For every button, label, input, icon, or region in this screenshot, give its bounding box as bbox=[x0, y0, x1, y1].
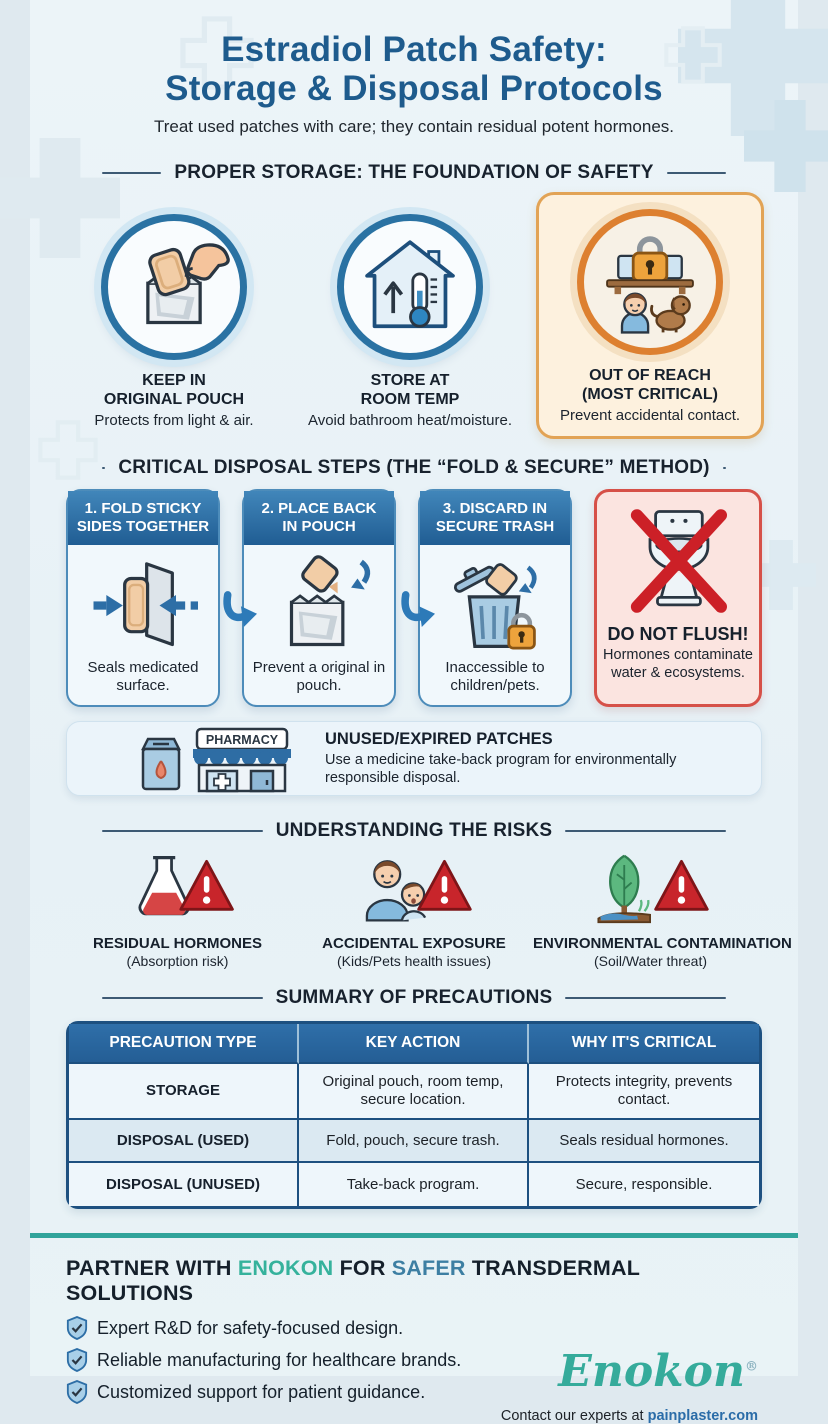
footer-bullet-text: Customized support for patient guidance. bbox=[97, 1381, 426, 1402]
table-cell: DISPOSAL (USED) bbox=[69, 1120, 299, 1163]
storage-title-line1: OUT OF REACH bbox=[589, 367, 711, 385]
storage-item-caption: Prevent accidental contact. bbox=[559, 407, 741, 425]
pharmacy-take-back-icon bbox=[133, 727, 303, 793]
disposal-section-header bbox=[102, 457, 726, 479]
storage-title-line2: ORIGINAL POUCH bbox=[103, 391, 245, 409]
table-header-why-critical: WHY IT'S CRITICAL bbox=[529, 1024, 759, 1064]
take-back-banner bbox=[66, 721, 762, 796]
flow-arrow-icon bbox=[401, 589, 435, 631]
footer-headline bbox=[66, 1256, 762, 1306]
table-cell: Secure, responsible. bbox=[529, 1163, 759, 1206]
divider-line bbox=[102, 172, 161, 174]
header bbox=[30, 0, 798, 137]
contact-prefix: Contact our experts at bbox=[500, 1408, 644, 1424]
shield-check-icon bbox=[66, 1380, 88, 1404]
step-header-line2: IN POUCH bbox=[282, 518, 356, 536]
no-flush-toilet-icon bbox=[622, 502, 734, 620]
risk-accidental-exposure bbox=[297, 852, 532, 969]
step-header-line1: 1. FOLD STICKY bbox=[84, 500, 202, 518]
house-thermometer-icon bbox=[354, 231, 466, 343]
registered-mark: ® bbox=[745, 1359, 758, 1375]
storage-item-caption: Avoid bathroom heat/moisture. bbox=[307, 412, 512, 430]
step-header-line2: SECURE TRASH bbox=[435, 518, 555, 536]
risk-caption: (Soil/Water threat) bbox=[593, 953, 708, 970]
footer-headline-mid: FOR bbox=[339, 1256, 386, 1281]
risk-title: RESIDUAL HORMONES bbox=[93, 935, 262, 953]
divider-line bbox=[102, 830, 263, 832]
flask-warning-icon bbox=[118, 852, 238, 926]
page-title-line2: Storage & Disposal Protocols bbox=[165, 69, 663, 109]
shield-check-icon bbox=[66, 1348, 88, 1372]
do-not-flush-caption: Hormones contaminate water & ecosystems. bbox=[603, 647, 753, 681]
table-cell: Original pouch, room temp, secure location. bbox=[299, 1064, 529, 1120]
storage-row bbox=[64, 192, 764, 439]
risk-title: ENVIRONMENTAL CONTAMINATION bbox=[533, 935, 792, 953]
page-subtitle: Treat used patches with care; they contain residual potent hormones. bbox=[153, 117, 675, 137]
contact-link[interactable]: painplaster.com bbox=[647, 1408, 758, 1424]
take-back-title: UNUSED/EXPIRED PATCHES bbox=[325, 730, 553, 749]
divider-line bbox=[102, 467, 105, 469]
storage-item-caption: Protects from light & air. bbox=[94, 412, 254, 430]
flow-arrow-icon bbox=[223, 589, 257, 631]
circle-frame bbox=[101, 214, 247, 360]
step-header-line1: 2. PLACE BACK bbox=[261, 500, 377, 518]
footer-bullet-2 bbox=[66, 1348, 461, 1372]
footer-headline-prefix: PARTNER WITH bbox=[66, 1256, 232, 1281]
disposal-step-2-card bbox=[242, 489, 396, 707]
circle-frame-highlight bbox=[577, 209, 723, 355]
enokon-logo-text: Enokon bbox=[558, 1346, 745, 1398]
table-cell: Protects integrity, prevents contact. bbox=[529, 1064, 759, 1120]
fold-patch-icon bbox=[88, 553, 198, 659]
locked-shelf-child-dog-icon bbox=[594, 226, 706, 338]
storage-item-title bbox=[549, 367, 751, 405]
do-not-flush-title: DO NOT FLUSH! bbox=[607, 624, 749, 645]
risk-title: ACCIDENTAL EXPOSURE bbox=[322, 935, 506, 953]
disposal-step-3-card bbox=[418, 489, 572, 707]
disposal-step-1-card bbox=[66, 489, 220, 707]
table-header-key-action: KEY ACTION bbox=[299, 1024, 529, 1064]
storage-title-line1: STORE AT bbox=[370, 372, 450, 390]
storage-section-header bbox=[102, 162, 726, 184]
footer-bullet-text: Reliable manufacturing for healthcare brands. bbox=[97, 1349, 462, 1370]
storage-item-out-of-reach bbox=[536, 192, 764, 439]
storage-item-room-temp bbox=[300, 214, 520, 429]
disposal-step-1-caption: Seals medicated surface. bbox=[87, 659, 199, 695]
do-not-flush-card bbox=[594, 489, 762, 707]
take-back-body: Use a medicine take-back program for environmentally responsible disposal. bbox=[325, 752, 677, 787]
risk-caption: (Kids/Pets health issues) bbox=[336, 953, 492, 970]
secure-trash-icon bbox=[440, 553, 550, 659]
environment-warning-icon bbox=[591, 852, 711, 926]
risks-row bbox=[60, 852, 792, 970]
footer bbox=[30, 1238, 798, 1424]
take-back-text bbox=[325, 730, 747, 787]
disposal-step-3-caption: Inaccessible to children/pets. bbox=[445, 659, 545, 695]
step-header-line1: 3. DISCARD IN bbox=[442, 500, 548, 518]
divider-line bbox=[102, 997, 263, 999]
risk-residual-hormones bbox=[60, 852, 295, 969]
contact-line bbox=[501, 1408, 758, 1424]
footer-bullet-1 bbox=[66, 1316, 461, 1340]
table-header-precaution-type: PRECAUTION TYPE bbox=[69, 1024, 299, 1064]
patch-back-in-pouch-icon bbox=[264, 553, 374, 659]
storage-title-line2: (MOST CRITICAL) bbox=[582, 386, 718, 404]
storage-item-original-pouch bbox=[64, 214, 284, 429]
divider-line bbox=[667, 172, 726, 174]
step-header-line2: SIDES TOGETHER bbox=[76, 518, 210, 536]
svg-text:PHARMACY: PHARMACY bbox=[205, 733, 279, 748]
disposal-step-2-header bbox=[244, 491, 394, 545]
disposal-step-3-header bbox=[420, 491, 570, 545]
page-title bbox=[30, 30, 798, 108]
risk-caption: (Absorption risk) bbox=[126, 953, 229, 970]
disposal-step-1-header bbox=[68, 491, 218, 545]
disposal-section-title: CRITICAL DISPOSAL STEPS (THE “FOLD & SECURE” METHOD) bbox=[118, 457, 710, 479]
summary-section-header bbox=[102, 987, 726, 1009]
storage-item-title bbox=[300, 372, 520, 410]
divider-line bbox=[565, 997, 726, 999]
page-title-line1: Estradiol Patch Safety: bbox=[221, 30, 607, 69]
table-cell: Fold, pouch, secure trash. bbox=[299, 1120, 529, 1163]
kids-exposure-warning-icon bbox=[354, 852, 474, 926]
enokon-logo bbox=[501, 1346, 758, 1398]
storage-item-title bbox=[64, 372, 284, 410]
risks-section-title: UNDERSTANDING THE RISKS bbox=[275, 820, 553, 842]
footer-bullet-text: Expert R&D for safety-focused design. bbox=[97, 1317, 404, 1338]
table-cell: DISPOSAL (UNUSED) bbox=[69, 1163, 299, 1206]
storage-section-title: PROPER STORAGE: THE FOUNDATION OF SAFETY bbox=[174, 162, 654, 184]
footer-bullet-3 bbox=[66, 1380, 461, 1404]
summary-section-title: SUMMARY OF PRECAUTIONS bbox=[275, 987, 553, 1009]
divider-line bbox=[565, 830, 726, 832]
circle-frame bbox=[337, 214, 483, 360]
risk-environmental-contamination bbox=[533, 852, 792, 970]
infographic-page bbox=[30, 0, 798, 1424]
footer-headline-brand: ENOKON bbox=[237, 1256, 334, 1281]
table-cell: Seals residual hormones. bbox=[529, 1120, 759, 1163]
shield-check-icon bbox=[66, 1316, 88, 1340]
table-cell: STORAGE bbox=[69, 1064, 299, 1120]
disposal-step-2-caption: Prevent a original in pouch. bbox=[252, 659, 386, 695]
divider-line bbox=[723, 467, 726, 469]
storage-title-line2: ROOM TEMP bbox=[360, 391, 460, 409]
risks-section-header bbox=[102, 820, 726, 842]
footer-bullets bbox=[66, 1316, 461, 1424]
storage-title-line1: KEEP IN bbox=[142, 372, 206, 390]
precautions-table bbox=[66, 1021, 762, 1209]
disposal-steps bbox=[66, 489, 762, 707]
footer-headline-suffix: TRANSDERMAL SOLUTIONS bbox=[66, 1256, 640, 1306]
footer-brand-column bbox=[501, 1316, 762, 1424]
patch-into-pouch-icon bbox=[118, 231, 230, 343]
table-cell: Take-back program. bbox=[299, 1163, 529, 1206]
footer-headline-safer: SAFER bbox=[391, 1256, 466, 1281]
